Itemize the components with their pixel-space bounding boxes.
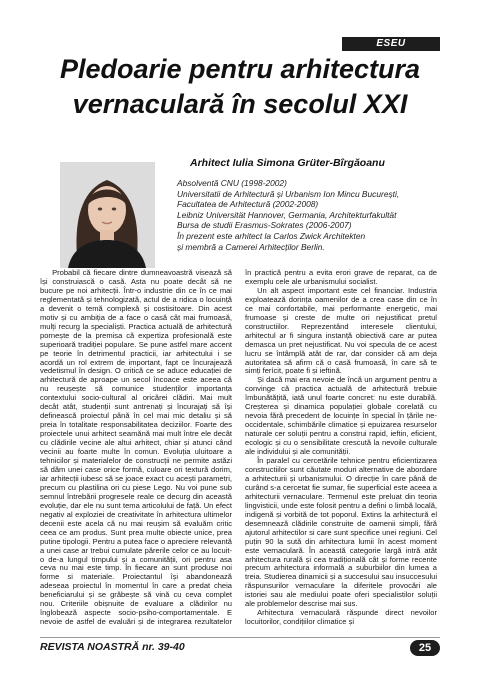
article-title xyxy=(40,52,440,122)
page-number-badge: 25 xyxy=(410,640,440,656)
article-title-line-1: Pledoarie pentru arhitectura xyxy=(59,54,421,84)
article-title-line-2: vernaculară în secolul XXI xyxy=(72,89,408,119)
magazine-issue-label: REVISTA NOASTRĂ nr. 39-40 xyxy=(40,641,185,653)
bio-line: Leibniz Universität Hannover, Germania, Architekturfakultät xyxy=(177,209,397,220)
body-paragraph: Arhitectura vernaculară răspunde direct nevoilor locuitorilor, condițiilor climatice și xyxy=(245,608,437,627)
author-photo xyxy=(60,162,155,268)
bio-line: În prezent este arhitect la Carlos Zwick Architekten xyxy=(177,230,366,241)
section-tag: ESEU xyxy=(342,37,440,51)
bio-line: Bursa de studii Erasmus-Sokrates (2006-2007) xyxy=(177,220,352,231)
body-paragraph: Un alt aspect important este cel financiar. Industria exploatează dorința oamenilor de a crea case din ce în ce mai confortabile, mai performante energetic, mai frumoase și creste de multe ori nejustificat pretul constructiilor. Reprezentând interesele clientului, arhitectul ar fi singura instanță obiectivă care ar putea demasca un pret nejustificat. Nu voi specula de ce acest lucru se întâmplă atât de rar, dar consider că am deja autoritatea să afirm că o casă frumoasă, în care să te simți ferícit, poate fi și ieftină. xyxy=(245,285,437,376)
bio-line: și membră a Camerei Arhitecților Berlin. xyxy=(177,241,325,252)
author-portrait-image xyxy=(60,162,155,268)
page-footer xyxy=(40,637,440,654)
body-paragraph: Și dacă mai era nevoie de încă un argument pentru a convinge că practica actuală de arhitectură trebuie îmbunătățită, iată unul foarte concret: nu este durabilă. Creșterea și dinamica populației globale corelată cu nevoia fără precedent de locuințe în special în țările ne-occidentale, schimbările climatice și epuizarea resurselor naturale cer soluții pentru a construi rapid, ieftin, eficient, ecologic și cu o sensibilitate crescută la nevoile culturale ale individului și ale comunității. xyxy=(245,375,437,457)
body-paragraph: În paralel cu cercetările tehnice pentru eficientizarea constructiilor sunt căutate moduri alternative de abordare a arhitecturii și urbanismului. O direcție în care până de curând s-a cercetat fie sumar, fie superficial este aceea a arhitecturii vernaculare. Termenul este preluat din teoria lingvisticii, unde este folosit pentru a defini o limbă locală, indigenă și vorbită de tot poporul. Extins la arhitectură el desemnează clădirile construite de oamenii simpli, fără ajutorul arhitectilor si care sunt specifice unei regiuni. Cel puțin 90 la sută din arhitectura lumii în acest moment este vernaculară. În această categorie largă intră atât arhitectura rurală și cea tradițională cât și forme recente precum arhitectura informală a suburbiilor din lumea a treia. Studierea dinamicii și a succesului sau insuccesului răspunsurilor vernaculare la diferitele provocări ale istoriei sau ale mediului poate oferi specialistilor soluții ale problemelor descrise mai sus. xyxy=(245,456,437,609)
author-name: Arhitect Iulia Simona Grüter-Bîrgăoanu xyxy=(190,157,385,169)
body-paragraph: Probabil că fiecare dintre dumneavoastră visează să își construiască o casă. Asta nu poate decât să ne bucure pe noi arhitecții. Într-o industrie din ce în ce mai reglementată și tehnologizată, actul de a ridica o locuință a devenit o temă complexă și costisitoare. Din acest motiv și cu ambiția de a face o casă cât mai frumoasă, mulți recurg la specialiști. Practica actuală de arhitectură pornește de la premisa că expertiza profesională este superioară tradiției populare. Se pune astfel mare accent pe teorie în detrimentul practicii, iar arhitectului i se acordă un rol extrem de important, fapt ce încurajează vedetismul în design. O critică ce se aduce educației de arhitectură de aproape un secol încoace este aceea că nu reușește să comunice studenților importanța contextului socio-cultural al oricărei clădiri. Mai mult decât atât, studenții sunt antrenați și încurajați să își definească proiectul până în cel mai mic detaliu și să preia în totalitate responsabilitatea deciziilor. Foarte des proiectele unui arhitect seamănă mai mult între ele decât cu clădirile vecine ale altui arhitect, chiar și atunci când vecinii au foarte multe în comun. Evoluția uluitoare a tehnicilor și materialelor de construcții ne permite astăzi să dăm unei case orice formă, culoare ori textură dorim, iar arhitecții iubesc să se joace exact cu acești parametri, precum cu plastilina ori cu piese Lego. Nu voi pune sub semnul întrebării progresele reale ce decurg din această evoluție, dar ele nu sunt tema articolului de față. Un efect negativ al exploziei de creativitate în arhitectura ultimelor decenii este acela că nu mai reușim să evaluăm critic ceea ce am produs. Sunt prea multe obiecte unice, prea putine tipologii. Pentru a putea face o apreciere relevantă a unei case ar trebui cumulate părerile celor ce au locuit-o de-a lungul timpului și a comunității, ori pentru asa ceva nu mai este timp. În fiecare an sunt produse noi forme si materiale. Proiectantul își abandonează adeseaa proiectul în momentul în care a predat cheia beneficiarului și se grăbește să vină cu ceva complet nou. Criteriile obișnuite de evaluare a clădirilor nu înglobează aspecte socio-psiho-comportamentale. E nevoie de astfel de evaluări și de integrarea rezultatelor în practică pentru a evita erori grave de reparat, ca de exemplu cele ale urbanismului socialist. xyxy=(40,268,437,627)
bio-line: Facultatea de Arhitectură (2002-2008) xyxy=(177,199,319,210)
author-bio xyxy=(177,178,432,252)
article-body xyxy=(40,269,437,640)
bio-line: Absolventă CNU (1998-2002) xyxy=(177,178,287,188)
bio-line: Universitatii de Arhitectură și Urbanism Ion Mincu București, xyxy=(177,188,400,199)
